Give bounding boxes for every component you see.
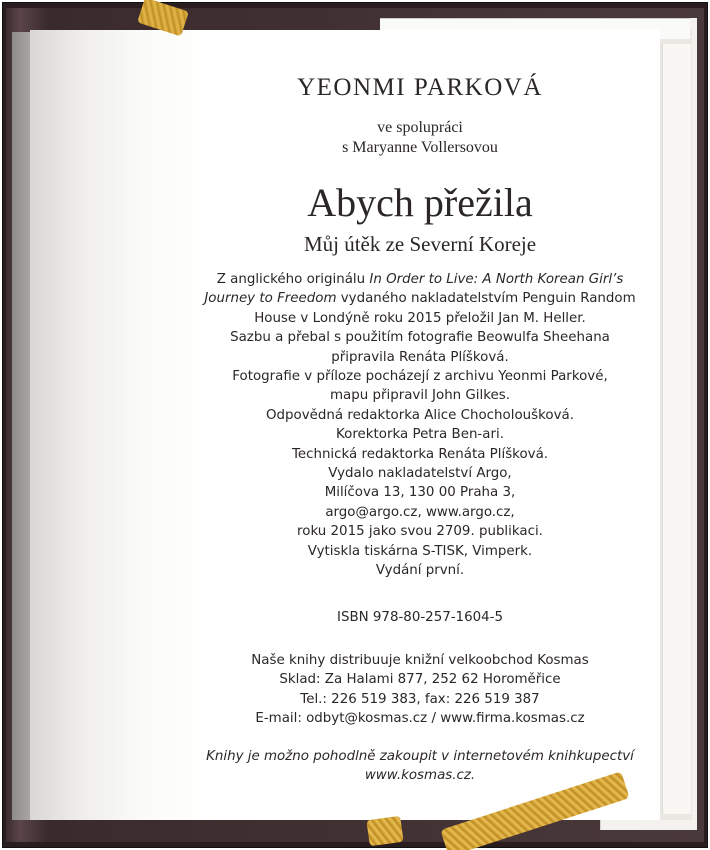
colophon	[40, 270, 710, 581]
colophon-line: Vytiskla tiskárna S-TISK, Vimperk.	[307, 543, 533, 559]
collaboration-line: ve spolupráci	[377, 119, 463, 136]
colophon-text: vydaného nakladatelstvím Penguin Random	[336, 291, 636, 307]
purchase-line: Knihy je možno pohodlně zakoupit v internetovém knihkupectví	[206, 749, 634, 764]
colophon-line: House v Londýně roku 2015 přeložil Jan M. Heller.	[254, 310, 586, 326]
isbn: ISBN 978-80-257-1604-5	[337, 610, 503, 625]
distribution-line: E-mail: odbyt@kosmas.cz / www.firma.kosmas.cz	[255, 711, 585, 727]
author-name: YEONMI PARKOVÁ	[297, 74, 543, 101]
colophon-line: Milíčova 13, 130 00 Praha 3,	[324, 485, 516, 501]
colophon-line: Sazbu a přebal s použitím fotografie Beowulfa Sheehana	[230, 330, 610, 346]
colophon-line: Technická redaktorka Renáta Plíšková.	[291, 446, 549, 462]
colophon-line: argo@argo.cz, www.argo.cz,	[325, 504, 515, 520]
bookmark-ribbon-bottom-small	[366, 816, 403, 846]
colophon-line	[40, 289, 710, 308]
colophon-line: mapu připravil John Gilkes.	[330, 388, 510, 404]
original-title: In Order to Live: A North Korean Girl’s	[369, 272, 624, 287]
colophon-line: Vydání první.	[375, 563, 465, 579]
distribution-info	[40, 651, 710, 729]
original-title-cont: Journey to Freedom	[204, 291, 337, 307]
colophon-line: Vydalo nakladatelství Argo,	[328, 466, 512, 482]
colophon-line	[40, 270, 710, 289]
colophon-text: Z anglického originálu	[216, 272, 370, 287]
purchase-info	[40, 747, 710, 786]
distribution-line: Sklad: Za Halami 877, 252 62 Horoměřice	[279, 672, 561, 688]
collaboration-line: s Maryanne Vollersovou	[342, 139, 498, 156]
purchase-line: www.kosmas.cz.	[364, 768, 476, 784]
book-subtitle: Můj útěk ze Severní Koreje	[303, 232, 537, 256]
distribution-line: Naše knihy distribuuje knižní velkoobchod Kosmas	[251, 653, 589, 668]
collaboration-credit	[40, 118, 710, 158]
distribution-line: Tel.: 226 519 383, fax: 226 519 387	[300, 691, 540, 707]
colophon-line: Korektorka Petra Ben-ari.	[336, 427, 504, 443]
book-title: Abych přežila	[307, 180, 533, 225]
colophon-line: připravila Renáta Plíšková.	[331, 349, 509, 365]
colophon-line: Odpovědná redaktorka Alice Chocholoušková.	[266, 407, 574, 423]
colophon-line: roku 2015 jako svou 2709. publikaci.	[297, 524, 543, 540]
colophon-line: Fotografie v příloze pocházejí z archivu Yeonmi Parkové,	[232, 369, 608, 385]
